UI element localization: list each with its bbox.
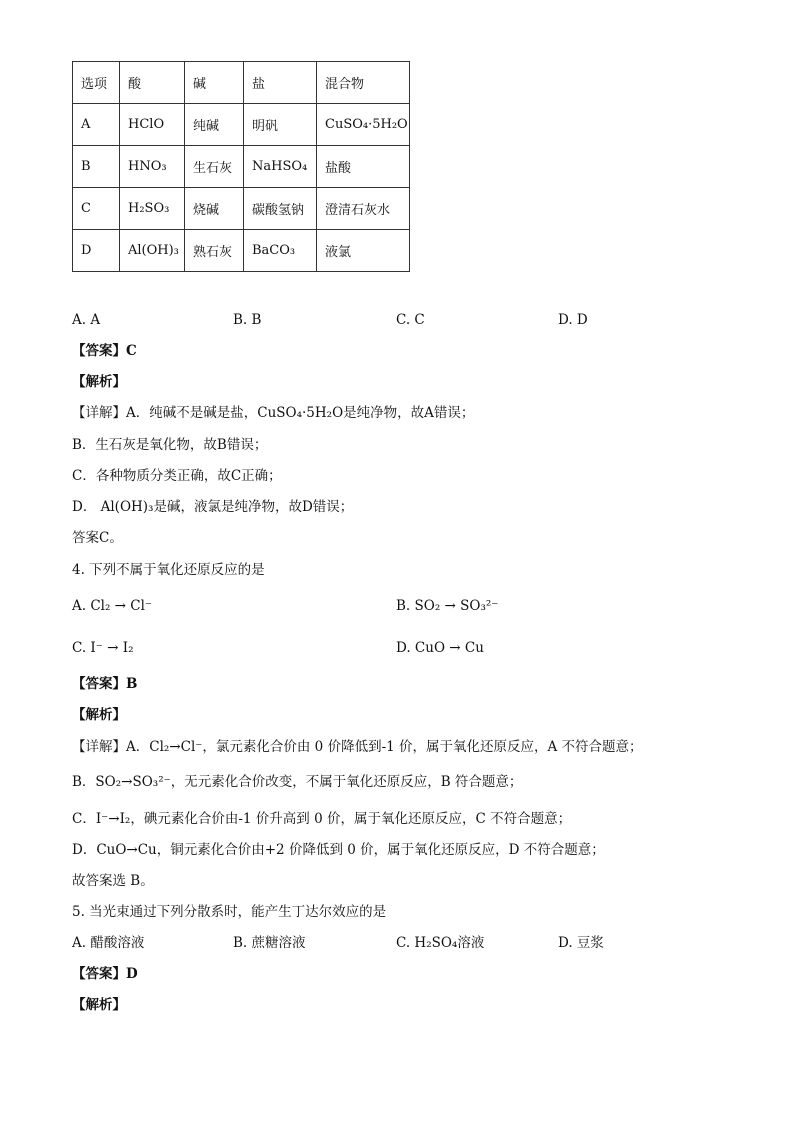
table-cell: 碳酸氢钠 — [244, 188, 317, 230]
q3-detail-line: B．生石灰是氧化物，故B错误； — [72, 437, 268, 453]
table-cell: 生石灰 — [185, 146, 244, 188]
table-row — [73, 104, 410, 146]
q5-option-a: A. 醋酸溶液 — [72, 935, 145, 951]
q4-option-b: B. SO₂ → SO₃²⁻ — [396, 598, 499, 614]
table-cell: D — [73, 230, 120, 272]
table-header-cell: 酸 — [120, 62, 185, 104]
table-row — [73, 188, 410, 230]
q5-option-b: B. 蔗糖溶液 — [233, 935, 306, 951]
table-cell: HNO₃ — [120, 146, 185, 188]
table-cell: B — [73, 146, 120, 188]
table-header-cell: 混合物 — [317, 62, 410, 104]
table-row — [73, 146, 410, 188]
q5-analysis-label: 【解析】 — [72, 997, 126, 1013]
q4-answer: 【答案】B — [72, 676, 138, 692]
table-cell: C — [73, 188, 120, 230]
q4-final-answer: 故答案选 B。 — [72, 873, 154, 889]
q4-option-c: C. I⁻ → I₂ — [72, 640, 134, 656]
q3-analysis-label: 【解析】 — [72, 374, 126, 390]
q5-stem: 5. 当光束通过下列分散系时，能产生丁达尔效应的是 — [72, 904, 387, 920]
q4-stem: 4. 下列不属于氧化还原反应的是 — [72, 562, 265, 578]
q4-detail-line: B．SO₂→SO₃²⁻，无元素化合价改变，不属于氧化还原反应，B 符合题意； — [72, 774, 523, 790]
q3-detail-line: C．各种物质分类正确，故C正确； — [72, 468, 282, 484]
q4-detail-line: C．I⁻→I₂，碘元素化合价由-1 价升高到 0 价，属于氧化还原反应，C 不符合题意； — [72, 811, 572, 827]
q3-answer: 【答案】C — [72, 343, 137, 359]
table-cell: 熟石灰 — [185, 230, 244, 272]
table-cell: 烧碱 — [185, 188, 244, 230]
q5-option-d: D. 豆浆 — [558, 935, 604, 951]
table-cell: 纯碱 — [185, 104, 244, 146]
q3-detail-line: D． Al(OH)₃是碱，液氯是纯净物，故D错误； — [72, 499, 354, 515]
table-header-cell: 盐 — [244, 62, 317, 104]
table-header-cell: 碱 — [185, 62, 244, 104]
q3-option-c: C. C — [396, 312, 425, 328]
table-cell: BaCO₃ — [244, 230, 317, 272]
q5-option-c: C. H₂SO₄溶液 — [396, 935, 485, 951]
q3-option-a: A. A — [72, 312, 101, 328]
q4-option-a: A. Cl₂ → Cl⁻ — [72, 598, 153, 614]
q4-detail-line: D．CuO→Cu，铜元素化合价由+2 价降低到 0 价，属于氧化还原反应，D 不符合题意； — [72, 842, 605, 858]
table-cell: 澄清石灰水 — [317, 188, 410, 230]
table-header-cell: 选项 — [73, 62, 120, 104]
table-header-row — [73, 62, 410, 104]
table-cell: 盐酸 — [317, 146, 410, 188]
table-cell: 液氯 — [317, 230, 410, 272]
q3-option-d: D. D — [558, 312, 588, 328]
q5-answer: 【答案】D — [72, 966, 138, 982]
table-cell: 明矾 — [244, 104, 317, 146]
q3-option-b: B. B — [233, 312, 262, 328]
classification-table — [72, 61, 410, 272]
q4-detail-line: 【详解】A．Cl₂→Cl⁻，氯元素化合价由 0 价降低到-1 价，属于氧化还原反应，A 不符合题意； — [72, 739, 643, 755]
table-cell: NaHSO₄ — [244, 146, 317, 188]
q4-option-d: D. CuO → Cu — [396, 640, 484, 656]
q4-analysis-label: 【解析】 — [72, 707, 126, 723]
table-cell: Al(OH)₃ — [120, 230, 185, 272]
table-cell: H₂SO₃ — [120, 188, 185, 230]
q3-final-answer: 答案C。 — [72, 530, 123, 546]
table-cell: A — [73, 104, 120, 146]
table-cell: CuSO₄·5H₂O — [317, 104, 410, 146]
table-row — [73, 230, 410, 272]
table-cell: HClO — [120, 104, 185, 146]
q3-detail-line: 【详解】A．纯碱不是碱是盐，CuSO₄·5H₂O是纯净物，故A错误； — [72, 405, 475, 421]
